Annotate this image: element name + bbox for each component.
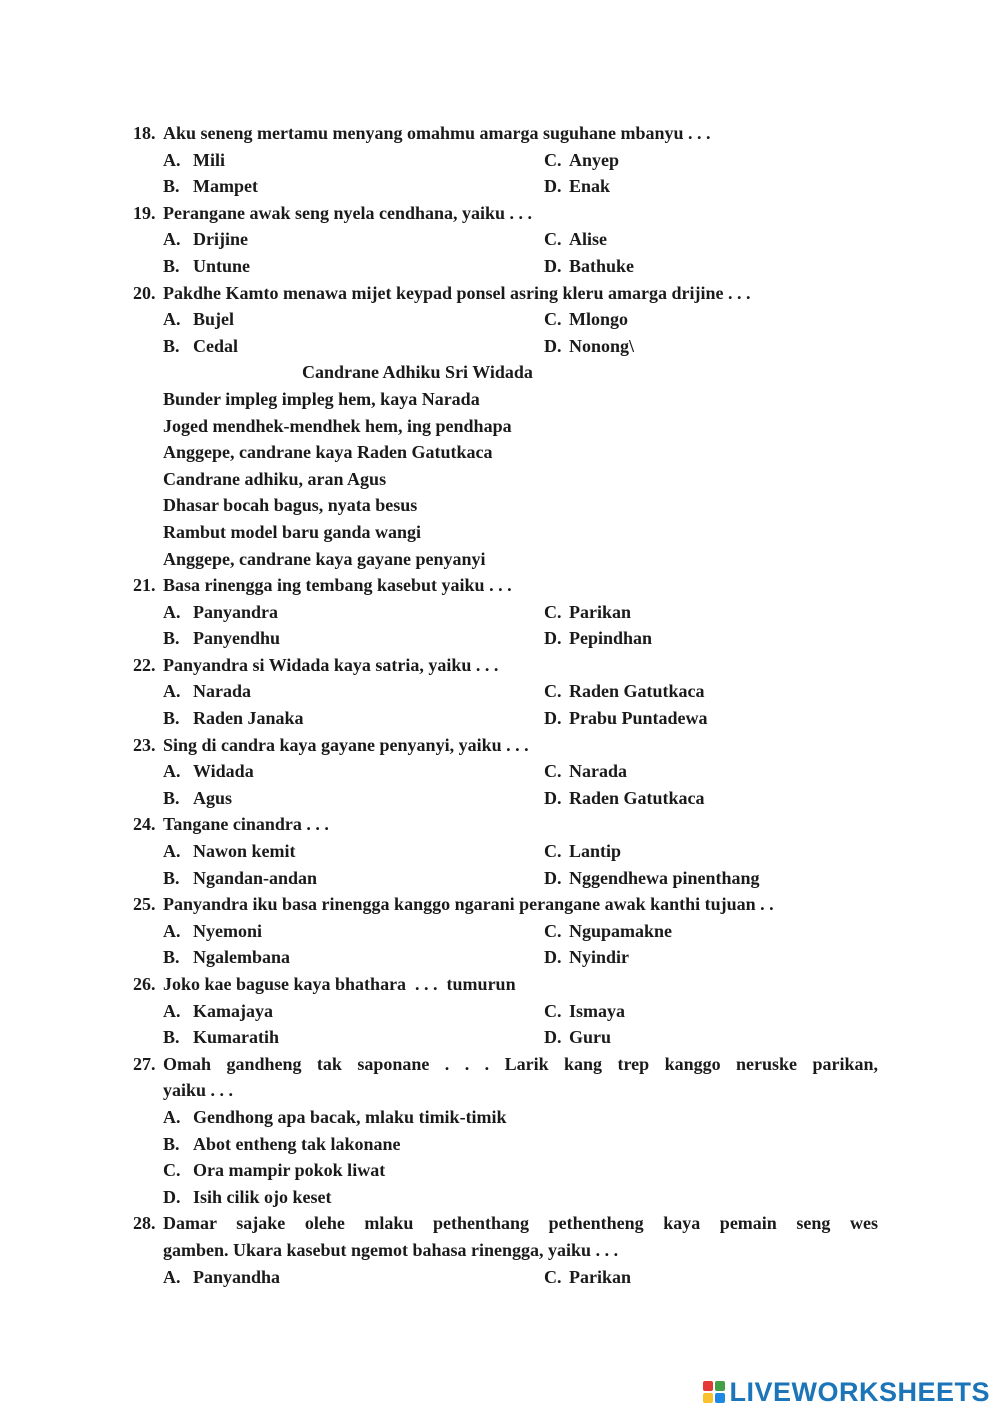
option-letter: D. bbox=[544, 947, 562, 968]
question-number: 27. bbox=[133, 1053, 156, 1074]
question-28 bbox=[0, 1210, 1000, 1237]
question-26 bbox=[0, 971, 1000, 998]
poem-line: Anggepe, candrane kaya gayane penyanyi bbox=[163, 548, 486, 569]
option-text: Kumaratih bbox=[193, 1027, 280, 1048]
question-text-continued: yaiku . . . bbox=[163, 1080, 234, 1101]
option-letter: B. bbox=[163, 628, 180, 649]
option-letter: B. bbox=[163, 255, 180, 276]
option-text: Cedal bbox=[193, 335, 238, 356]
poem-line-row bbox=[0, 546, 1000, 573]
option-text: Raden Gatutkaca bbox=[569, 787, 705, 808]
question-23 bbox=[0, 732, 1000, 759]
logo-square bbox=[703, 1393, 713, 1403]
option-letter: C. bbox=[544, 309, 562, 330]
option-text: Drijine bbox=[193, 229, 248, 250]
option-letter: A. bbox=[163, 601, 181, 622]
option-letter: C. bbox=[544, 681, 562, 702]
question-number: 26. bbox=[133, 974, 156, 994]
logo-square bbox=[703, 1381, 713, 1391]
option-text: Panyandra bbox=[193, 601, 279, 622]
option-row bbox=[0, 306, 1000, 333]
option-text: Isih cilik ojo keset bbox=[193, 1186, 332, 1207]
option-letter: C. bbox=[544, 601, 562, 622]
option-row bbox=[0, 785, 1000, 812]
option-letter: A. bbox=[163, 309, 181, 330]
option-letter: C. bbox=[544, 920, 562, 941]
option-row bbox=[0, 1104, 1000, 1131]
option-letter: C. bbox=[544, 229, 562, 250]
option-text: Enak bbox=[569, 176, 611, 197]
logo-square bbox=[715, 1393, 725, 1403]
question-number: 24. bbox=[133, 814, 156, 835]
liveworksheets-logo-icon bbox=[703, 1381, 725, 1403]
option-letter: A. bbox=[163, 841, 181, 862]
option-row bbox=[0, 147, 1000, 174]
option-letter: D. bbox=[544, 628, 562, 649]
option-text: Ngupamakne bbox=[569, 920, 673, 941]
option-text: Prabu Puntadewa bbox=[569, 708, 708, 729]
question-27 bbox=[0, 1051, 1000, 1078]
question-22 bbox=[0, 652, 1000, 679]
poem-line-row bbox=[0, 466, 1000, 493]
option-text: Agus bbox=[193, 787, 233, 808]
poem-line: Candrane adhiku, aran Agus bbox=[163, 468, 387, 489]
option-text: Pepindhan bbox=[569, 628, 653, 649]
poem-line: Dhasar bocah bagus, nyata besus bbox=[163, 495, 418, 516]
option-letter: D. bbox=[544, 255, 562, 276]
option-text: Nonong\ bbox=[569, 335, 635, 356]
question-19 bbox=[0, 200, 1000, 227]
option-text: Alise bbox=[569, 229, 607, 250]
liveworksheets-watermark bbox=[703, 1377, 990, 1407]
question-text: Omah gandheng tak saponane . . . Larik kang trep kanggo neruske parikan, bbox=[163, 1053, 878, 1074]
question-number: 25. bbox=[133, 894, 156, 915]
option-letter: D. bbox=[544, 176, 562, 197]
option-letter: D. bbox=[544, 867, 562, 888]
option-letter: B. bbox=[163, 1027, 180, 1048]
option-row bbox=[0, 226, 1000, 253]
option-letter: C. bbox=[544, 841, 562, 862]
question-25 bbox=[0, 891, 1000, 918]
option-text: Nyemoni bbox=[193, 920, 262, 941]
option-row bbox=[0, 705, 1000, 732]
question-number: 19. bbox=[133, 202, 156, 223]
question-text: Perangane awak seng nyela cendhana, yaiku . . . bbox=[163, 202, 533, 223]
poem-line-row bbox=[0, 413, 1000, 440]
option-row bbox=[0, 599, 1000, 626]
poem-line-row bbox=[0, 492, 1000, 519]
option-text: Nggendhewa pinenthang bbox=[569, 867, 760, 888]
question-number: 18. bbox=[133, 123, 156, 143]
question-text: Tangane cinandra . . . bbox=[163, 814, 329, 835]
option-row bbox=[0, 1264, 1000, 1291]
option-row bbox=[0, 998, 1000, 1025]
option-text: Panyandha bbox=[193, 1266, 281, 1287]
option-text: Anyep bbox=[569, 149, 620, 170]
option-letter: A. bbox=[163, 1266, 181, 1287]
option-letter: B. bbox=[163, 947, 180, 968]
option-letter: C. bbox=[163, 1160, 181, 1181]
question-text: Basa rinengga ing tembang kasebut yaiku . . . bbox=[163, 575, 512, 596]
option-letter: B. bbox=[163, 335, 180, 356]
question-18 bbox=[0, 120, 1000, 147]
option-row bbox=[0, 253, 1000, 280]
option-letter: A. bbox=[163, 149, 181, 170]
option-letter: D. bbox=[544, 335, 562, 356]
option-row bbox=[0, 918, 1000, 945]
question-number: 22. bbox=[133, 654, 156, 675]
option-row bbox=[0, 1184, 1000, 1211]
poem-line: Bunder impleg impleg hem, kaya Narada bbox=[163, 388, 480, 409]
poem-line: Joged mendhek-mendhek hem, ing pendhapa bbox=[163, 415, 512, 436]
option-text: Mampet bbox=[193, 176, 258, 197]
option-row bbox=[0, 678, 1000, 705]
option-letter: D. bbox=[544, 787, 562, 808]
option-row bbox=[0, 865, 1000, 892]
option-letter: D. bbox=[544, 1027, 562, 1048]
poem-title: Candrane Adhiku Sri Widada bbox=[302, 362, 533, 383]
option-letter: D. bbox=[163, 1186, 181, 1207]
question-number: 21. bbox=[133, 575, 156, 596]
option-letter: D. bbox=[544, 708, 562, 729]
worksheet-page bbox=[0, 120, 1000, 1290]
option-letter: C. bbox=[544, 149, 562, 170]
question-text: Joko kae baguse kaya bhathara . . . tumurun bbox=[163, 974, 516, 994]
poem-line-row bbox=[0, 519, 1000, 546]
question-text-continued: gamben. Ukara kasebut ngemot bahasa rinengga, yaiku . . . bbox=[163, 1239, 619, 1260]
option-text: Untune bbox=[193, 255, 251, 276]
option-text: Nyindir bbox=[569, 947, 630, 968]
poem-title-row bbox=[0, 359, 1000, 386]
option-text: Raden Janaka bbox=[193, 708, 304, 729]
question-number: 20. bbox=[133, 282, 156, 303]
poem-line-row bbox=[0, 439, 1000, 466]
option-text: Gendhong apa bacak, mlaku timik-timik bbox=[193, 1106, 507, 1127]
option-letter: A. bbox=[163, 1000, 181, 1021]
question-text: Sing di candra kaya gayane penyanyi, yaiku . . . bbox=[163, 734, 529, 755]
option-row bbox=[0, 1024, 1000, 1051]
question-text: Pakdhe Kamto menawa mijet keypad ponsel asring kleru amarga drijine . . . bbox=[163, 282, 751, 303]
option-row bbox=[0, 1157, 1000, 1184]
option-text: Widada bbox=[193, 761, 254, 782]
question-continuation bbox=[0, 1077, 1000, 1104]
option-text: Ismaya bbox=[569, 1000, 626, 1021]
option-text: Kamajaya bbox=[193, 1000, 273, 1021]
option-text: Mlongo bbox=[569, 309, 629, 330]
option-letter: B. bbox=[163, 1133, 180, 1154]
option-letter: B. bbox=[163, 708, 180, 729]
option-text: Nawon kemit bbox=[193, 841, 296, 862]
option-row bbox=[0, 173, 1000, 200]
option-row bbox=[0, 758, 1000, 785]
logo-square bbox=[715, 1381, 725, 1391]
option-row bbox=[0, 333, 1000, 360]
question-21 bbox=[0, 572, 1000, 599]
poem-line-row bbox=[0, 386, 1000, 413]
question-text: Damar sajake olehe mlaku pethenthang pethentheng kaya pemain seng wes bbox=[163, 1213, 878, 1234]
poem-line: Rambut model baru ganda wangi bbox=[163, 521, 422, 542]
question-continuation bbox=[0, 1237, 1000, 1264]
option-letter: A. bbox=[163, 1106, 181, 1127]
question-number: 28. bbox=[133, 1213, 156, 1234]
option-letter: A. bbox=[163, 681, 181, 702]
option-row bbox=[0, 625, 1000, 652]
question-text: Aku seneng mertamu menyang omahmu amarga suguhane mbanyu . . . bbox=[163, 123, 711, 143]
option-text: Parikan bbox=[569, 601, 632, 622]
option-letter: A. bbox=[163, 761, 181, 782]
question-20 bbox=[0, 280, 1000, 307]
option-letter: B. bbox=[163, 867, 180, 888]
option-row bbox=[0, 944, 1000, 971]
option-letter: A. bbox=[163, 229, 181, 250]
poem-line: Anggepe, candrane kaya Raden Gatutkaca bbox=[163, 442, 493, 463]
option-text: Raden Gatutkaca bbox=[569, 681, 705, 702]
brand-name: LIVEWORKSHEETS bbox=[729, 1376, 990, 1407]
option-letter: B. bbox=[163, 787, 180, 808]
option-letter: B. bbox=[163, 176, 180, 197]
option-text: Mili bbox=[193, 149, 225, 170]
option-text: Parikan bbox=[569, 1266, 632, 1287]
question-text: Panyandra si Widada kaya satria, yaiku . . . bbox=[163, 654, 499, 675]
option-text: Ngalembana bbox=[193, 947, 291, 968]
option-row bbox=[0, 838, 1000, 865]
option-text: Narada bbox=[569, 761, 627, 782]
option-text: Ngandan-andan bbox=[193, 867, 318, 888]
option-letter: C. bbox=[544, 1000, 562, 1021]
option-text: Lantip bbox=[569, 841, 622, 862]
option-row bbox=[0, 1131, 1000, 1158]
option-text: Guru bbox=[569, 1027, 612, 1048]
question-text: Panyandra iku basa rinengga kanggo ngarani perangane awak kanthi tujuan . . bbox=[163, 894, 774, 915]
option-letter: C. bbox=[544, 761, 562, 782]
option-text: Narada bbox=[193, 681, 251, 702]
question-24 bbox=[0, 811, 1000, 838]
option-text: Panyendhu bbox=[193, 628, 281, 649]
option-letter: C. bbox=[544, 1266, 562, 1287]
option-text: Ora mampir pokok liwat bbox=[193, 1160, 386, 1181]
option-text: Bathuke bbox=[569, 255, 635, 276]
option-text: Bujel bbox=[193, 309, 235, 330]
option-text: Abot entheng tak lakonane bbox=[193, 1133, 401, 1154]
option-letter: A. bbox=[163, 920, 181, 941]
question-number: 23. bbox=[133, 734, 156, 755]
